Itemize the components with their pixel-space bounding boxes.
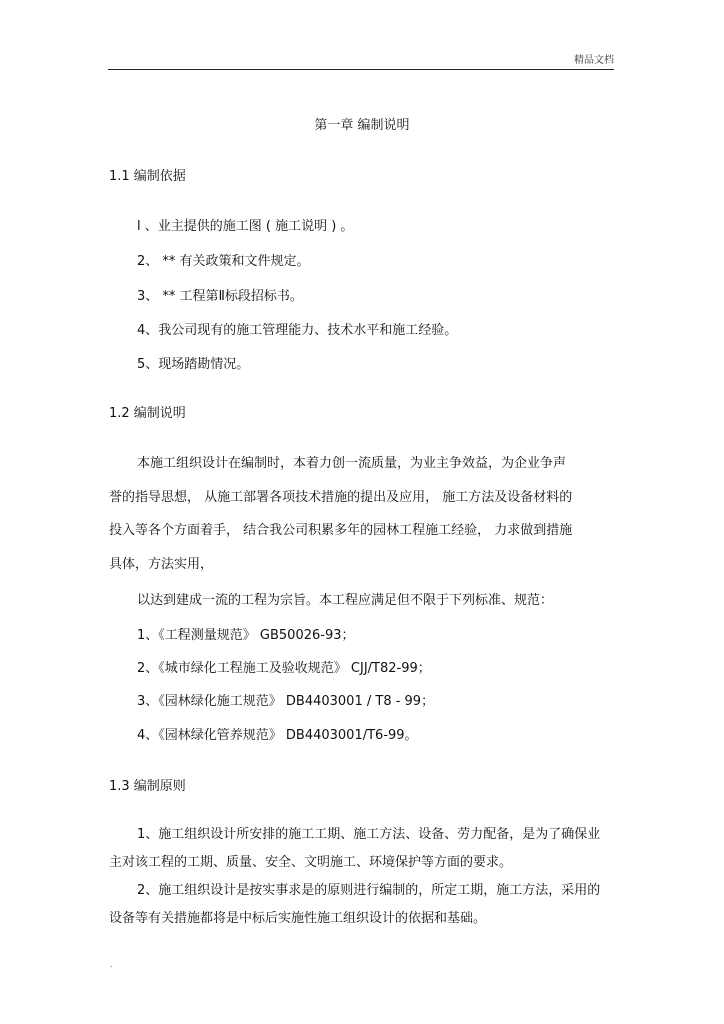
header-divider [108,69,614,70]
footer-mark: . [110,960,113,969]
paragraph-line: 誉的指导思想， 从施工部署各项技术措施的提出及应用， 施工方法及设备材料的 [109,490,573,505]
list-item: l 、业主提供的施工图 ( 施工说明 ) 。 [137,219,354,234]
paragraph-line: 本施工组织设计在编制时，本着力创一流质量，为业主争效益，为企业争声 [137,456,567,471]
section-heading-1-3: 1.3 编制原则 [109,779,186,794]
list-item: 2、 ** 有关政策和文件规定。 [137,254,310,269]
list-item: 5、现场踏勘情况。 [137,357,250,372]
list-item: 4、我公司现有的施工管理能力、技术水平和施工经验。 [137,323,458,338]
list-item: 3、《园林绿化施工规范》 DB4403001 / T8 - 99； [137,694,435,709]
paragraph-line: 设备等有关措施都将是中标后实施性施工组织设计的依据和基础。 [109,911,487,926]
paragraph-line: 具体，方法实用， [109,557,214,572]
paragraph-line: 主对该工程的工期、质量、安全、文明施工、环境保护等方面的要求。 [109,855,513,870]
paragraph-line: 2、施工组织设计是按实事求是的原则进行编制的，所定工期，施工方法，采用的 [137,883,601,898]
chapter-title: 第一章 编制说明 [314,118,410,133]
list-item: 3、 ** 工程第Ⅱ标段招标书。 [137,289,303,304]
header-label: 精品文档 [574,55,614,66]
list-item: 4、《园林绿化管养规范》 DB4403001/T6-99。 [137,728,418,743]
paragraph-line: 投入等各个方面着手， 结合我公司积累多年的园林工程施工经验， 力求做到措施 [109,523,573,538]
paragraph-line: 1、施工组织设计所安排的施工工期、施工方法、设备、劳力配备，是为了确保业 [137,827,601,842]
list-item: 2、《城市绿化工程施工及验收规范》 CJJ/T82-99； [137,661,431,676]
section-heading-1-2: 1.2 编制说明 [109,406,186,421]
list-item: 1、《工程测量规范》 GB50026-93； [137,628,355,643]
section-heading-1-1: 1.1 编制依据 [109,169,186,184]
paragraph-line: 以达到建成一流的工程为宗旨。本工程应满足但不限于下列标准、规范： [137,593,554,608]
